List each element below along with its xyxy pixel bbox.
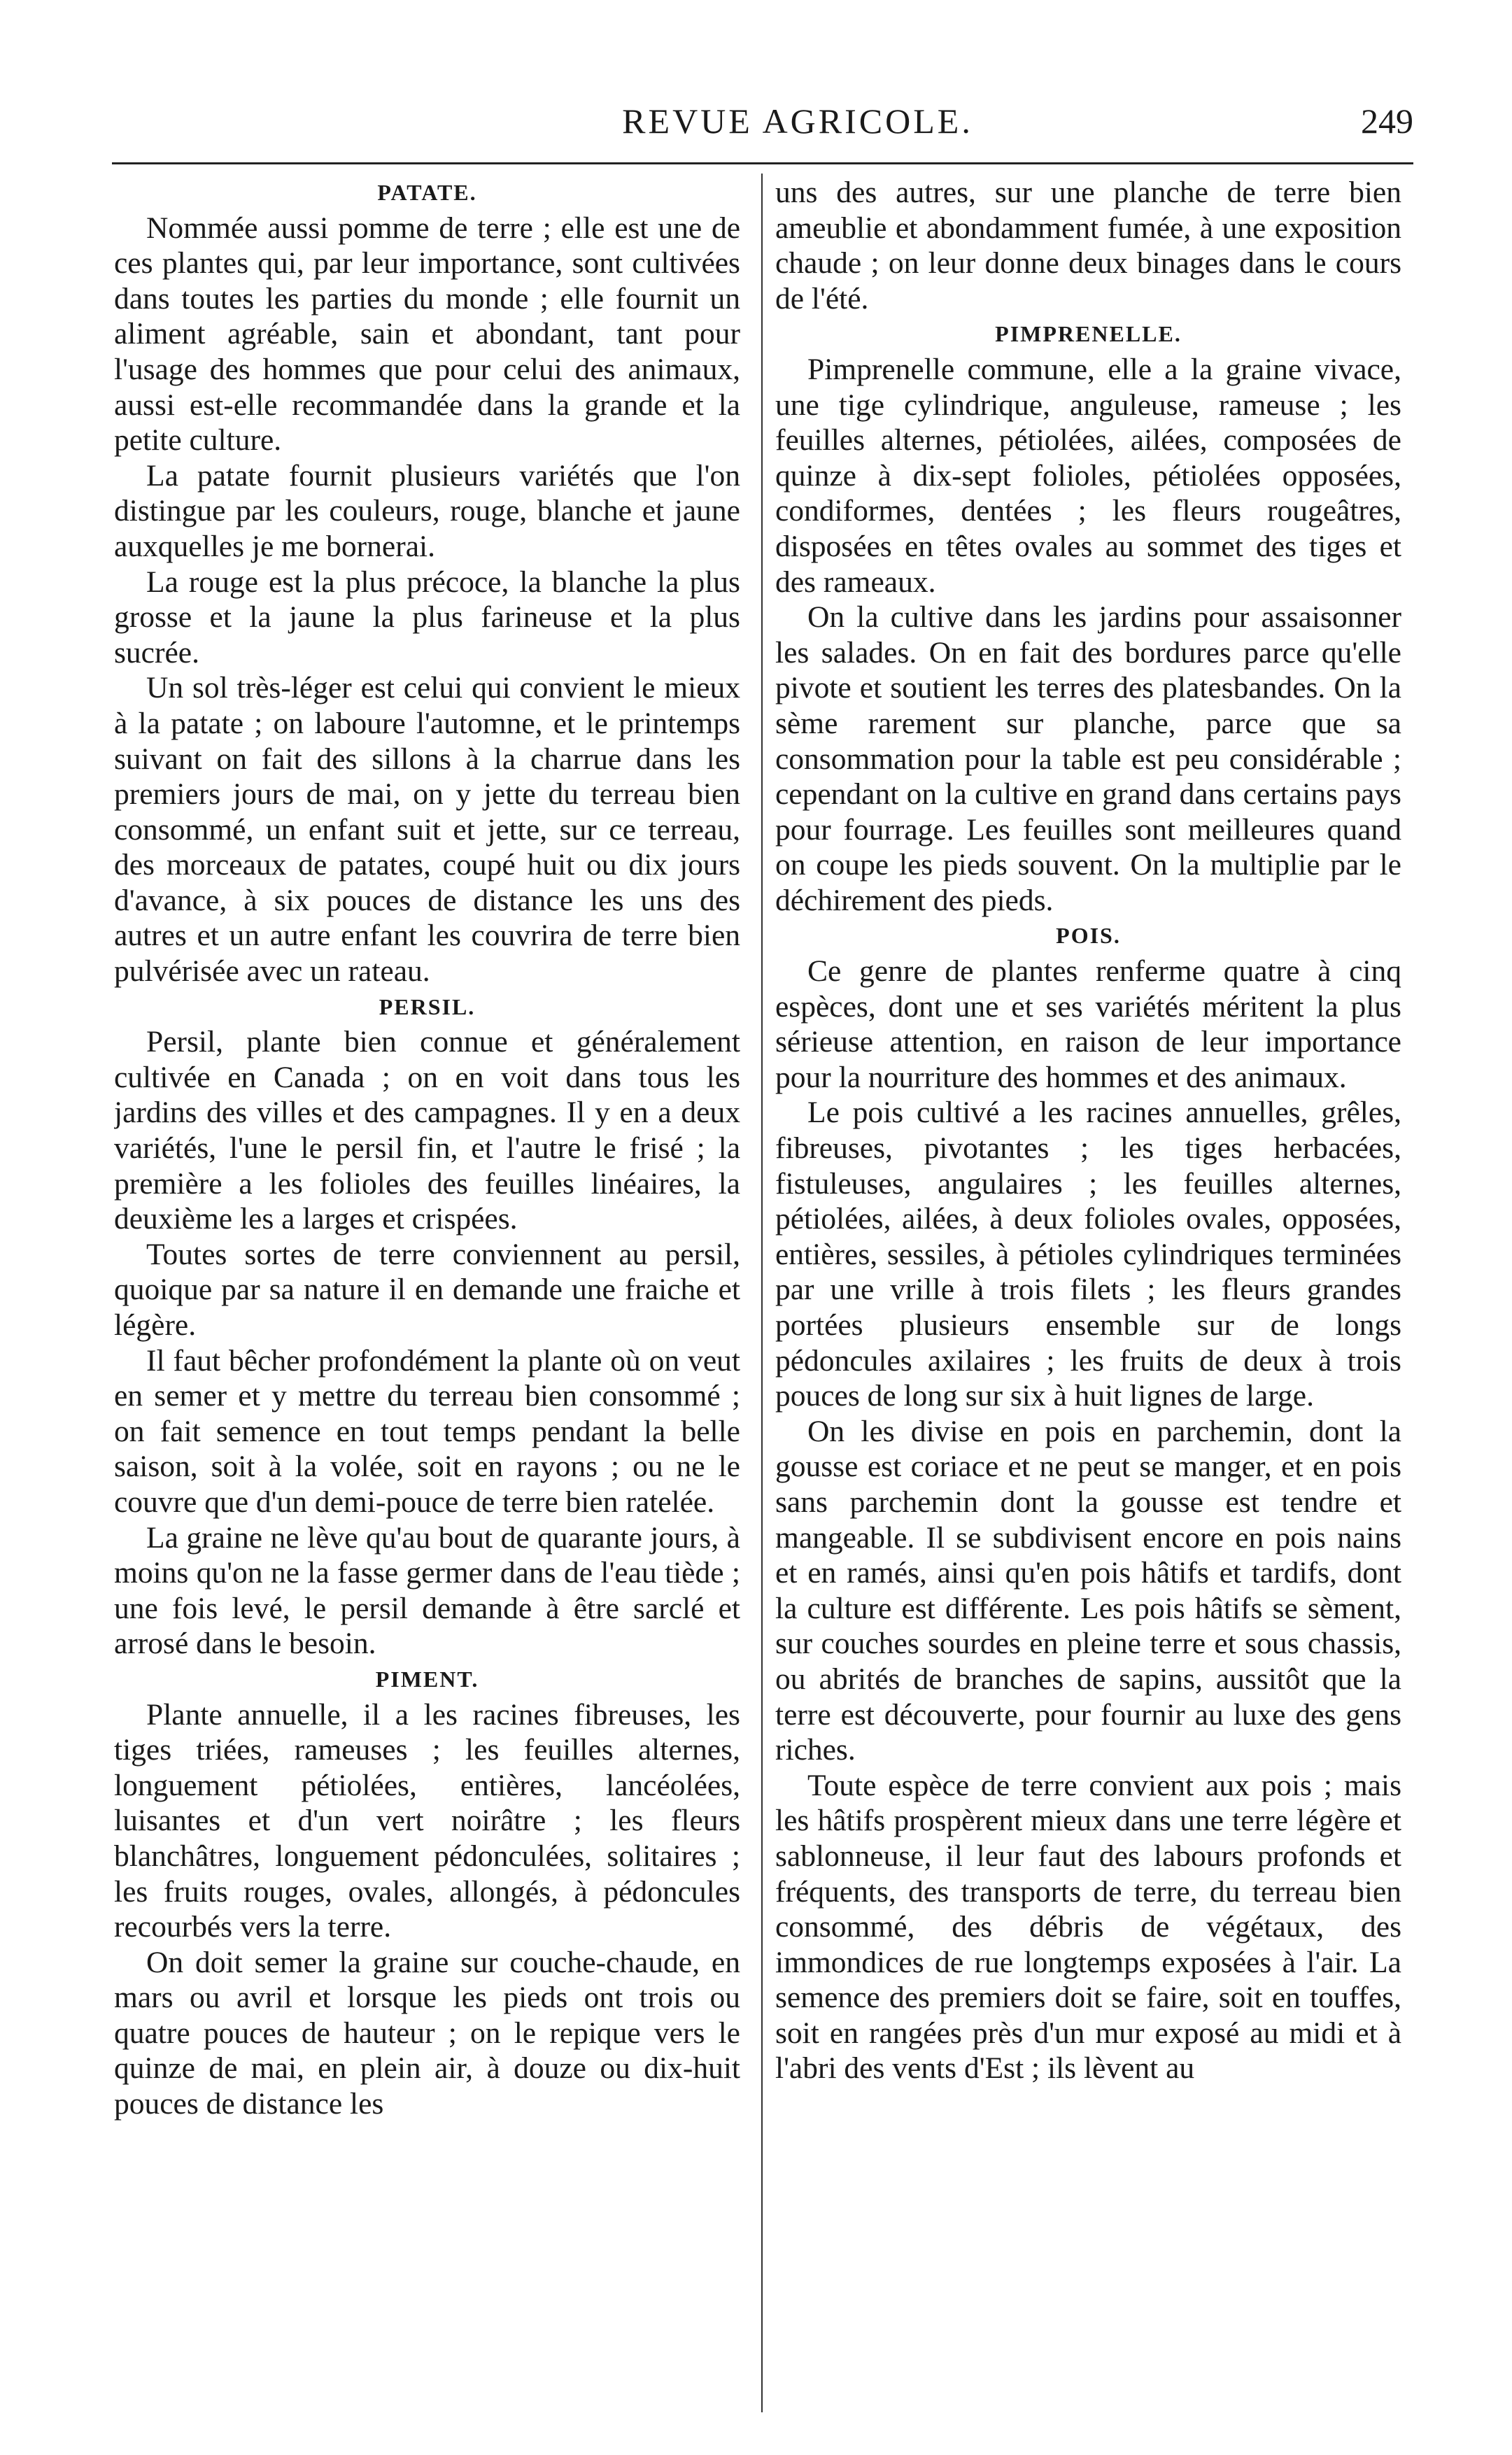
page-header [112, 90, 1413, 153]
left-column [114, 175, 740, 2414]
paragraph: Ce genre de plantes renferme quatre à cinq espèces, dont une et ses variétés méritent la plus sérieuse attention, en raison de leur importance pour la nourriture des hommes et des animaux. [775, 954, 1401, 1094]
right-column [775, 175, 1401, 2414]
running-title: REVUE AGRICOLE. [622, 101, 973, 141]
paragraph: Pimprenelle commune, elle a la graine vivace, une tige cylindrique, anguleuse, rameuse ; les feuilles alternes, pétiolées, ailées, composées de quinze à dix-sept folioles, pétiolées opposées, condiformes, dentées ; les fleurs rougeâtres, disposées en têtes ovales au sommet des tiges et des rameaux. [775, 352, 1401, 599]
paragraph: On la cultive dans les jardins pour assaisonner les salades. On en fait des bordures parce qu'elle pivote et soutient les terres des platesbandes. On la sème rarement sur planche, parce que sa consommation pour la table est peu considérable ; cependant on la cultive en grand dans certains pays pour fourrage. Les feuilles sont meilleures quand on coupe les pieds souvent. On la multiplie par le déchirement des pieds. [775, 600, 1401, 917]
section-heading-pimprenelle: PIMPRENELLE. [995, 321, 1182, 347]
continued-paragraph: uns des autres, sur une planche de terre bien ameublie et abondamment fumée, à une exposition chaude ; on leur donne deux binages dans le cours de l'été. [775, 176, 1401, 316]
paragraph: Un sol très-léger est celui qui convient le mieux à la patate ; on laboure l'automne, et le printemps suivant on fait des sillons à la charrue dans les premiers jours de mai, on y jette du terreau bien consommé, un enfant suit et jette, sur ce terreau, des morceaux de patates, coupé huit ou dix jours d'avance, à six pouces de distance les uns des autres et un autre enfant les couvrira de terre bien pulvérisée avec un rateau. [114, 671, 740, 989]
paragraph: Toute espèce de terre convient aux pois ; mais les hâtifs prospèrent mieux dans une terre légère et sablonneuse, il leur faut des labours profonds et fréquents, des transports de terre, du terreau bien consommé, des débris de végétaux, des immondices de rue longtemps exposées à l'air. La semence des premiers doit se faire, soit en touffes, soit en rangées près d'un mur exposé au midi et à l'abri des vents d'Est ; ils lèvent au [775, 1768, 1401, 2086]
paragraph: La graine ne lève qu'au bout de quarante jours, à moins qu'on ne la fasse germer dans de l'eau tiède ; une fois levé, le persil demande à être sarclé et arrosé dans le besoin. [114, 1520, 740, 1661]
paragraph: Nommée aussi pomme de terre ; elle est une de ces plantes qui, par leur importance, sont cultivées dans toutes les parties du monde ; elle fournit un aliment agréable, sain et abondant, tant pour l'usage des hommes que pour celui des animaux, aussi est-elle recommandée dans la grande et la petite culture. [114, 211, 740, 458]
paragraph: La rouge est la plus précoce, la blanche la plus grosse et la jaune la plus farineuse et la plus sucrée. [114, 565, 740, 670]
header-rule [112, 162, 1413, 164]
paragraph: La patate fournit plusieurs variétés que l'on distingue par les couleurs, rouge, blanche et jaune auxquelles je me bornerai. [114, 458, 740, 563]
paragraph: Plante annuelle, il a les racines fibreuses, les tiges triées, rameuses ; les feuilles alternes, longuement pétiolées, entières, lancéolées, luisantes et d'un vert noirâtre ; les fleurs blanchâtres, longuement pédonculées, solitaires ; les fruits rouges, ovales, allongés, à pédoncules recourbés vers la terre. [114, 1697, 740, 1944]
paragraph: Toutes sortes de terre conviennent au persil, quoique par sa nature il en demande une fraiche et légère. [114, 1237, 740, 1342]
paragraph: On doit semer la graine sur couche-chaude, en mars ou avril et lorsque les pieds ont trois ou quatre pouces de hauteur ; on le repique vers le quinze de mai, en plein air, à douze ou dix-huit pouces de distance les [114, 1945, 740, 2121]
page-number: 249 [1361, 101, 1413, 141]
paragraph: Persil, plante bien connue et généralement cultivée en Canada ; on en voit dans tous les jardins des villes et des campagnes. Il y en a deux variétés, l'une le persil fin, et l'autre le frisé ; la première a les folioles des feuilles linéaires, la deuxième les a larges et crispées. [114, 1025, 740, 1236]
column-divider [761, 174, 763, 2412]
paragraph: Il faut bêcher profondément la plante où on veut en semer et y mettre du terreau bien consommé ; on fait semence en tout temps pendant la belle saison, soit à la volée, soit en rayons ; ou ne le couvre que d'un demi-pouce de terre bien ratelée. [114, 1343, 740, 1519]
section-heading-persil: PERSIL. [379, 993, 476, 1019]
paragraph: On les divise en pois en parchemin, dont la gousse est coriace et ne peut se manger, et en pois sans parchemin dont la gousse est tendre et mangeable. Il se subdivisent encore en pois nains et en ramés, ainsi qu'en pois hâtifs et tardifs, dont la culture est différente. Les pois hâtifs se sèment, sur couches sourdes en pleine terre et sous chassis, ou abrités de branches de sapins, aussitôt que la terre est découverte, pour fournir au luxe des gens riches. [775, 1414, 1401, 1767]
section-heading-piment: PIMENT. [375, 1666, 479, 1692]
section-heading-pois: POIS. [1056, 923, 1121, 949]
paragraph: Le pois cultivé a les racines annuelles, grêles, fibreuses, pivotantes ; les tiges herbacées, fistuleuses, angulaires ; les feuilles alternes, pétiolées, ailées, à deux folioles ovales, opposées, entières, sessiles, à pétioles cylindriques terminées par une vrille à trois filets ; les fleurs grandes portées plusieurs ensemble sur de longs pédoncules axilaires ; les fruits de deux à trois pouces de long sur six à huit lignes de large. [775, 1096, 1401, 1413]
section-heading-patate: PATATE. [377, 180, 477, 205]
